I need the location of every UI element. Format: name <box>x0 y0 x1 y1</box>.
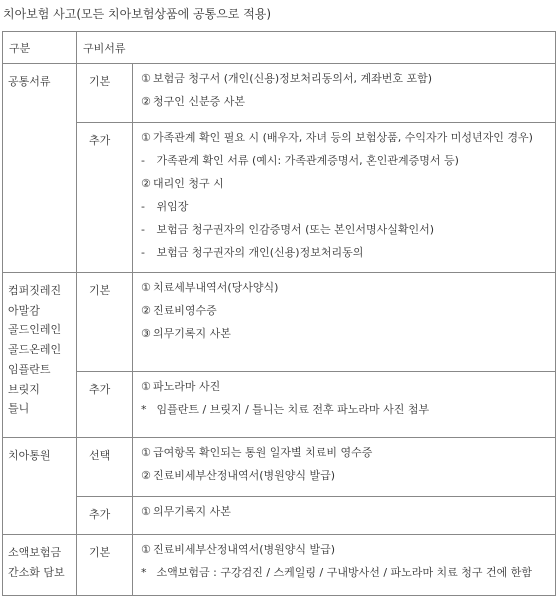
items-cell <box>133 123 556 273</box>
list-item: ② 진료비영수증 <box>141 304 217 318</box>
list-item: * 소액보험금 : 구강검진 / 스케일링 / 구내방사선 / 파노라마 치료 청구 건에 한함 <box>141 566 533 580</box>
table-header-row <box>3 32 556 64</box>
list-item: ① 진료비세부산정내역서(병원양식 발급) <box>141 543 336 556</box>
category-label: 공통서류 <box>8 75 51 88</box>
table-row <box>3 497 556 535</box>
subcategory-cell: 추가 <box>77 372 133 438</box>
table-row <box>3 273 556 372</box>
items-cell <box>133 497 556 535</box>
list-item: ① 치료세부내역서(당사양식) <box>141 281 279 294</box>
category-label: 브릿지 <box>8 382 40 396</box>
subcategory-cell: 추가 <box>77 123 133 273</box>
header-category: 구분 <box>3 32 77 64</box>
category-label: 소액보험금 <box>8 546 62 559</box>
list-item: ① 의무기록지 사본 <box>141 505 231 518</box>
subcategory-cell: 기본 <box>77 535 133 596</box>
category-cell <box>3 535 77 596</box>
header-documents: 구비서류 <box>77 32 556 64</box>
subcategory-cell: 선택 <box>77 438 133 497</box>
list-item: ① 급여항목 확인되는 통원 일자별 치료비 영수증 <box>141 446 373 459</box>
list-item: ② 진료비세부산정내역서(병원양식 발급) <box>141 469 336 483</box>
items-cell <box>133 372 556 438</box>
items-cell <box>133 273 556 372</box>
category-label: 골드인레인 <box>8 323 62 337</box>
items-cell <box>133 438 556 497</box>
table-row <box>3 372 556 438</box>
list-item: ① 파노라마 사진 <box>141 380 221 393</box>
category-label: 아말감 <box>8 303 40 317</box>
items-cell <box>133 535 556 596</box>
table-row <box>3 123 556 273</box>
category-cell <box>3 64 77 273</box>
list-item: - 위임장 <box>141 200 189 214</box>
list-item: ③ 의무기록지 사본 <box>141 327 231 341</box>
table-row <box>3 535 556 596</box>
subcategory-cell: 기본 <box>77 273 133 372</box>
subcategory-cell: 기본 <box>77 64 133 123</box>
category-label: 컴퍼짓레진 <box>8 284 62 297</box>
category-label: 간소화 담보 <box>8 565 65 579</box>
required-documents-table <box>2 31 556 596</box>
list-item: - 보험금 청구권자의 인감증명서 (또는 본인서명사실확인서) <box>141 223 435 237</box>
subcategory-cell: 추가 <box>77 497 133 535</box>
category-label: 치아통원 <box>8 449 51 462</box>
list-item: - 가족관계 확인 서류 (예시: 가족관계증명서, 혼인관계증명서 등) <box>141 154 459 168</box>
list-item: * 임플란트 / 브릿지 / 틀니는 치료 전후 파노라마 사진 첨부 <box>141 403 430 417</box>
list-item: - 보험금 청구권자의 개인(신용)정보처리동의 <box>141 246 364 260</box>
list-item: ① 가족관계 확인 필요 시 (배우자, 자녀 등의 보험상품, 수익자가 미성년자인 경우) <box>141 131 533 144</box>
list-item: ① 보험금 청구서 (개인(신용)정보처리동의서, 계좌번호 포함) <box>141 72 433 85</box>
category-cell <box>3 273 77 438</box>
category-cell <box>3 438 77 535</box>
table-row <box>3 64 556 123</box>
page-title: 치아보험 사고(모든 치아보험상품에 공통으로 적용) <box>3 7 272 21</box>
category-label: 임플란트 <box>8 362 51 376</box>
table-row <box>3 438 556 497</box>
category-label: 틀니 <box>8 402 30 416</box>
list-item: ② 대리인 청구 시 <box>141 177 224 191</box>
items-cell <box>133 64 556 123</box>
category-label: 골드온레인 <box>8 343 62 357</box>
list-item: ② 청구인 신분증 사본 <box>141 95 246 109</box>
